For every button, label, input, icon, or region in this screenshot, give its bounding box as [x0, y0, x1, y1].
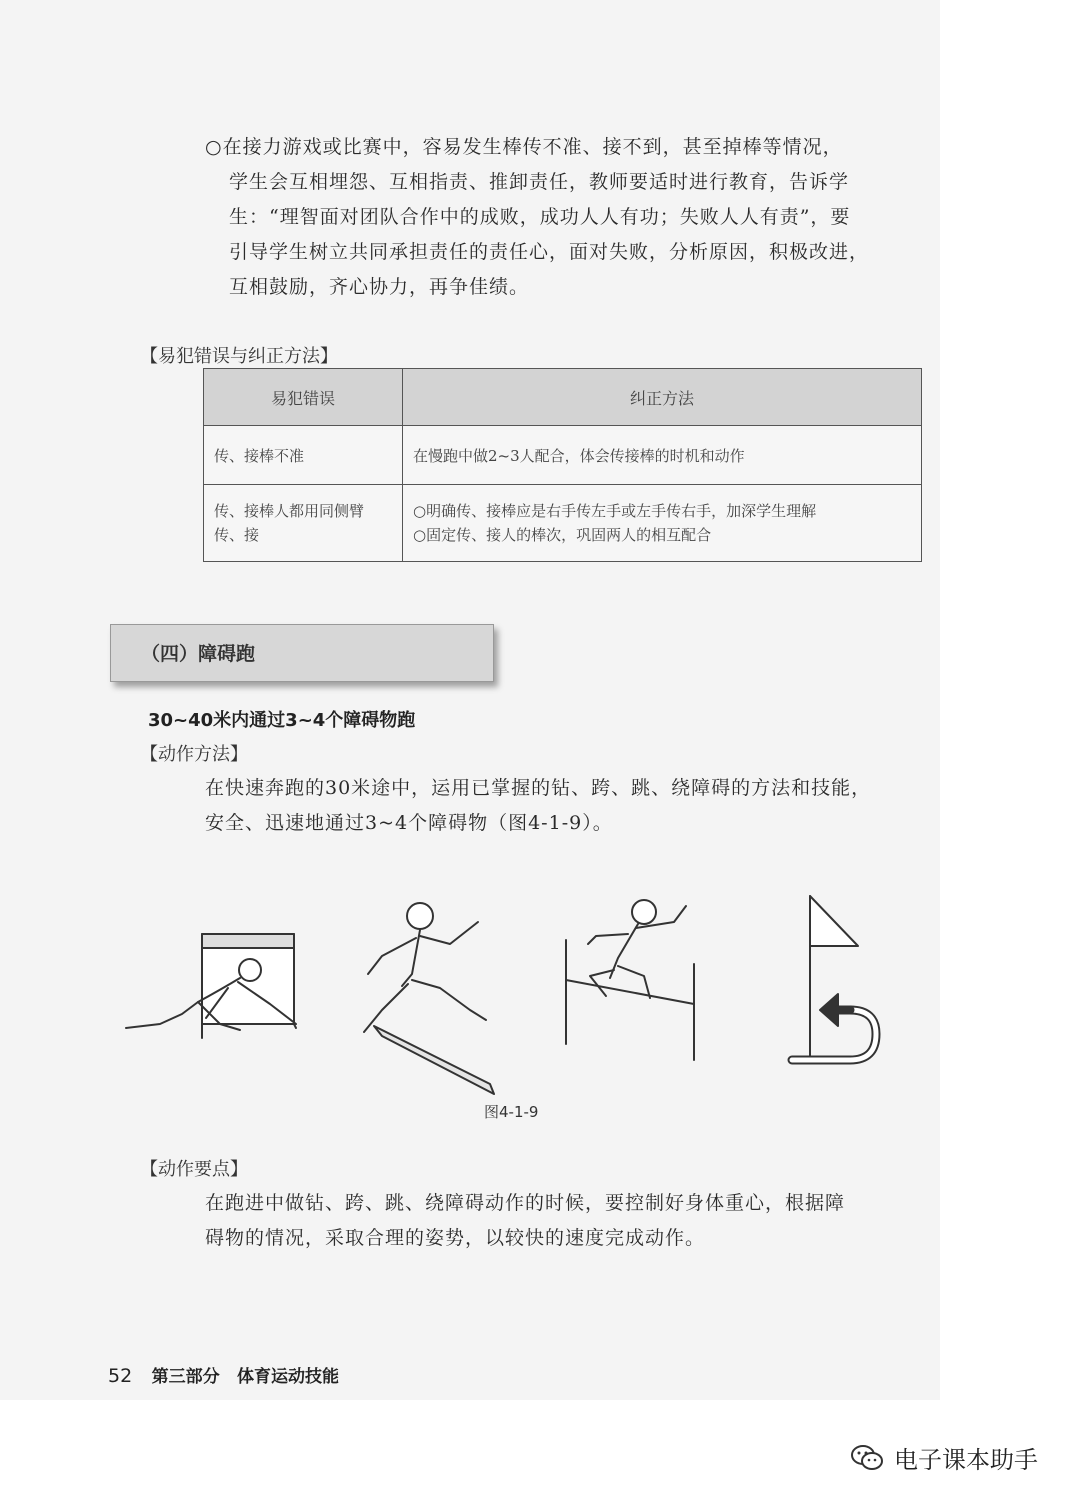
figure-caption: 图4-1-9	[484, 1103, 539, 1121]
watermark	[850, 1440, 1038, 1475]
method-line: 安全、迅速地通过3~4个障碍物（图4-1-9）。	[205, 812, 613, 834]
fix-cell	[403, 485, 922, 562]
table-row	[204, 426, 922, 485]
fix-item: ○固定传、接人的棒次，巩固两人的相互配合	[413, 526, 712, 544]
turn-obstacle-illustration	[792, 896, 876, 1060]
column-header: 纠正方法	[403, 369, 922, 426]
watermark-text: 电子课本助手	[894, 1446, 1038, 1474]
fix-item: ○明确传、接棒应是右手传左手或左手传右手，加深学生理解	[413, 502, 817, 520]
note-line: 学生会互相埋怨、互相指责、推卸责任，教师要适时进行教育，告诉学	[229, 171, 850, 193]
method-title: 【动作方法】	[140, 744, 248, 765]
note-line: 互相鼓励，齐心协力，再争佳绩。	[229, 276, 530, 298]
jump-obstacle-illustration	[364, 903, 494, 1094]
errors-title: 【易犯错误与纠正方法】	[140, 346, 338, 367]
crawl-obstacle-illustration	[126, 934, 296, 1038]
method-line: 在快速奔跑的30米途中，运用已掌握的钻、跨、跳、绕障碍的方法和技能，	[205, 777, 872, 799]
table-row	[204, 485, 922, 562]
method-text	[205, 771, 925, 841]
table-header-row	[204, 369, 922, 426]
section-heading	[110, 624, 494, 682]
hurdle-obstacle-illustration	[566, 900, 694, 1060]
page-number: 52	[108, 1365, 133, 1387]
note-line: ○在接力游戏或比赛中，容易发生棒传不准、接不到，甚至掉棒等情况，	[205, 136, 843, 158]
teaching-note	[205, 130, 925, 305]
keypoints-title: 【动作要点】	[140, 1159, 248, 1180]
note-line: 生：“理智面对团队合作中的成败，成功人人有功；失败人人有责”，要	[229, 206, 851, 228]
error-cell: 传、接棒不准	[204, 426, 403, 485]
errors-table	[203, 368, 922, 562]
part-subtitle: 体育运动技能	[237, 1367, 339, 1387]
keypoints-text	[205, 1186, 925, 1256]
keypoints-line: 在跑进中做钻、跨、跳、绕障碍动作的时候，要控制好身体重心，根据障	[205, 1192, 846, 1214]
note-line: 引导学生树立共同承担责任的责任心，面对失败，分析原因，积极改进，	[229, 241, 870, 263]
part-label: 第三部分	[151, 1367, 220, 1387]
section-title: （四）障碍跑	[141, 643, 256, 665]
subheading: 30~40米内通过3~4个障碍物跑	[148, 710, 416, 731]
keypoints-line: 碍物的情况，采取合理的姿势，以较快的速度完成动作。	[205, 1227, 706, 1249]
wechat-icon	[850, 1443, 884, 1473]
error-cell: 传、接棒人都用同侧臂传、接	[204, 485, 403, 562]
fix-cell: 在慢跑中做2~3人配合，体会传接棒的时机和动作	[403, 426, 922, 485]
page-footer	[108, 1362, 339, 1387]
column-header: 易犯错误	[204, 369, 403, 426]
obstacle-figure	[120, 878, 900, 1108]
